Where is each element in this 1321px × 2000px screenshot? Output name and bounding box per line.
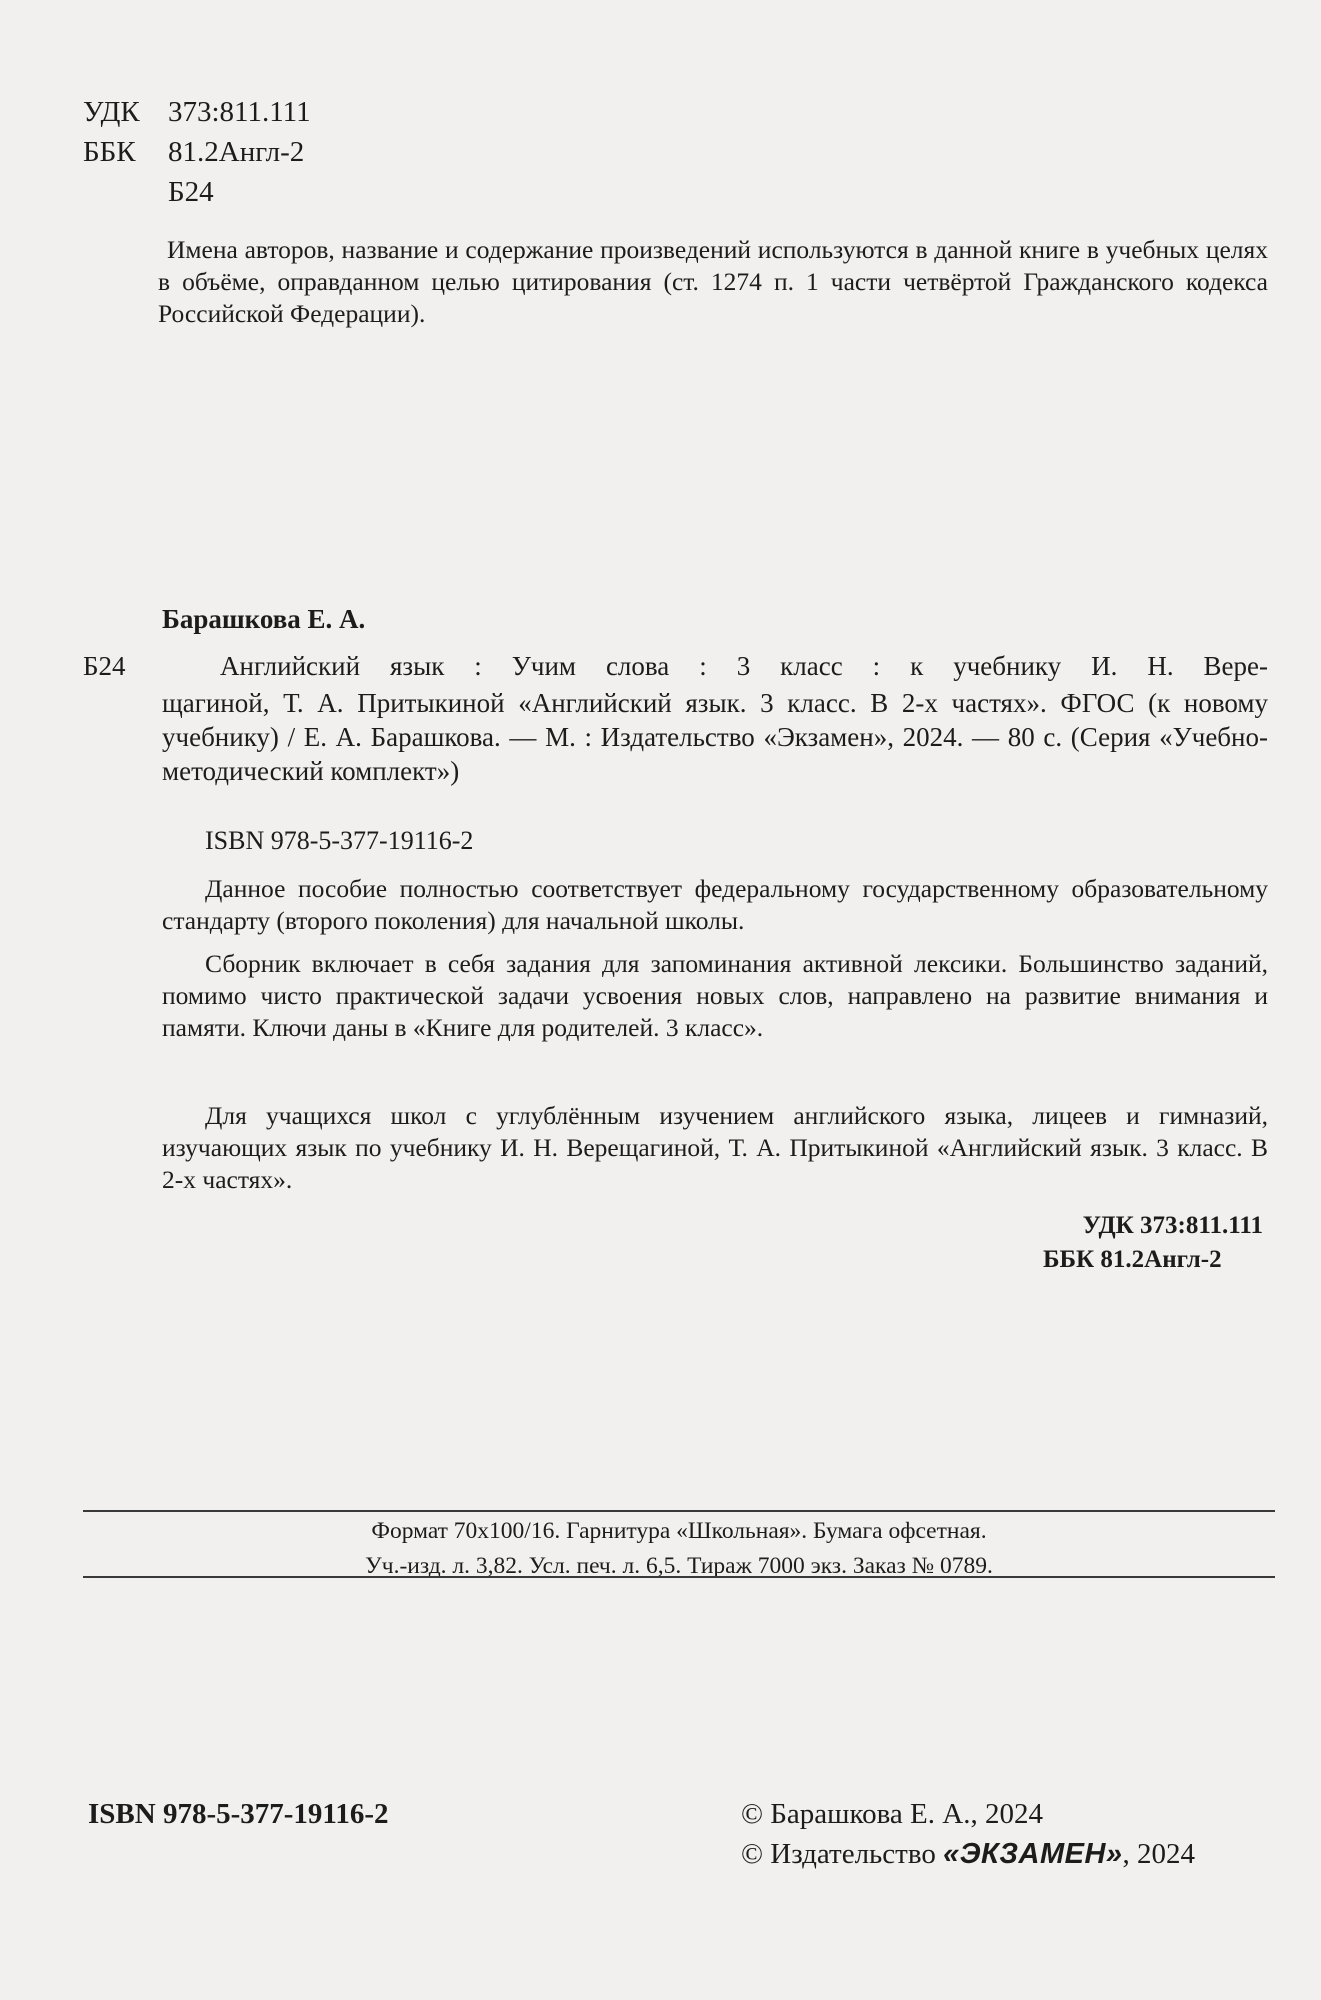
copyright-publisher xyxy=(741,1834,1195,1874)
isbn-footer: ISBN 978-5-377-19116-2 xyxy=(88,1798,389,1830)
udk-bottom: УДК 373:811.111 xyxy=(1082,1212,1263,1239)
annotation-paragraph-2: Сборник включает в себя задания для запоминания активной лексики. Большинство заданий, помимо чисто практической задачи усвоения новых слов, направлено на развитие внимания и памяти. Ключи даны в «Книге для родителей. 3 класс». xyxy=(162,949,1268,1042)
udk-label: УДК xyxy=(83,96,140,128)
imprint-bottom-rule xyxy=(83,1576,1275,1578)
description-body: щагиной, Т. А. Притыкиной «Английский язык. 3 класс. В 2-х частях». ФГОС (к новому учебнику) / Е. А. Барашкова. — М. : Издательство «Экзамен», 2024. — 80 с. (Серия «Учебно-методический комплект») xyxy=(162,688,1268,786)
bbk-line xyxy=(83,135,304,169)
publisher-brand: «ЭКЗАМЕН» xyxy=(943,1838,1123,1870)
author-mark: Б24 xyxy=(83,651,126,681)
bbk-value: 81.2Англ-2 xyxy=(168,136,305,168)
copyright-publisher-prefix: © Издательство xyxy=(741,1838,944,1870)
imprint-line-1: Формат 70x100/16. Гарнитура «Школьная». Бумага офсетная. xyxy=(371,1518,987,1544)
bbk-label: ББК xyxy=(83,136,136,168)
author-mark-top: Б24 xyxy=(168,176,214,208)
udk-line xyxy=(83,95,311,129)
annotation-paragraph-3: Для учащихся школ с углублённым изучением английского языка, лицеев и гимназий, изучающих язык по учебнику И. Н. Верещагиной, Т. А. Притыкиной «Английский язык. 3 класс. В 2-х частях». xyxy=(162,1101,1268,1194)
udk-value: 373:811.111 xyxy=(168,96,311,128)
copyright-publisher-year: , 2024 xyxy=(1122,1838,1196,1870)
author-heading: Барашкова Е. А. xyxy=(162,604,366,634)
bbk-bottom: ББК 81.2Англ-2 xyxy=(1043,1246,1222,1273)
copyright-author: © Барашкова Е. А., 2024 xyxy=(741,1798,1043,1830)
isbn-record: ISBN 978-5-377-19116-2 xyxy=(205,826,474,855)
imprint-line-2: Уч.-изд. л. 3,82. Усл. печ. л. 6,5. Тираж 7000 экз. Заказ № 0789. xyxy=(365,1553,993,1579)
description-line-1: Английский язык : Учим слова : 3 класс : к учебнику И. Н. Вере- xyxy=(220,651,1268,681)
copyright-notice: Имена авторов, название и содержание произведений используются в данной книге в учебных целях в объёме, оправданном целью цитирования (ст. 1274 п. 1 части четвёртой Гражданского кодекса Российской Федерации). xyxy=(158,235,1268,328)
imprint-top-rule xyxy=(83,1510,1275,1512)
annotation-paragraph-1: Данное пособие полностью соответствует федеральному государственному образовательному стандарту (второго поколения) для начальной школы. xyxy=(162,874,1268,935)
